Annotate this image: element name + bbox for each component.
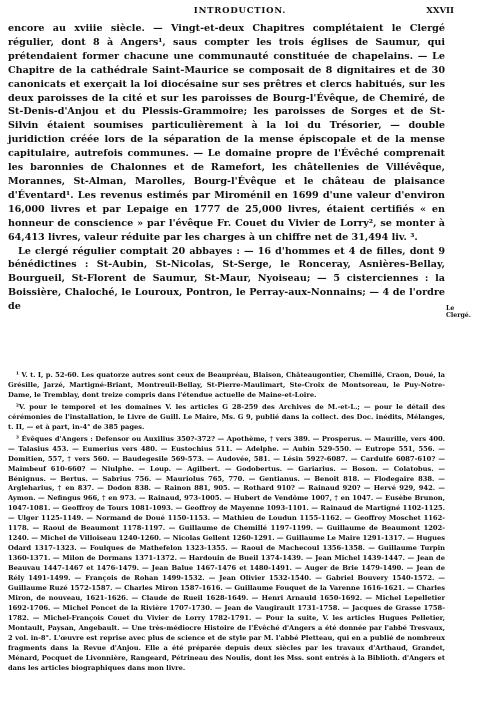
- footnote-1: ¹ V. t. I, p. 52-60. Les quatorze autres sont ceux de Beaupréau, Blaison, Châteaugontier, Chemillé, Craon, Doué, la Grésille, Jarzé, Martigné-Briant, Montreuil-Bellay, St-Pierre-Maulimart, Ste-Croix de Montsoreau, le Puy-Notre-Dame, le Tremblay, dont treize compris dans l'étendue actuelle de Maine-et-Loire.: [8, 371, 445, 399]
- running-title: INTRODUCTION.: [193, 6, 287, 16]
- footnote-2: ²V. pour le temporel et les domaines V. les articles G 28-259 des Archives de M.-et-L.; — pour le détail des cérémonies de l'installation, le Livre de Guill. Le Maire, Ms. G 9, publié dans la collect. des Doc. inédits, Mélanges, t. II, — et à part, in-4° de 385 pages.: [8, 402, 445, 431]
- page-header: [0, 6, 480, 20]
- footnote-3: ³ Évêques d'Angers : Defensor ou Auxilius 350?-372? — Apothème, † vers 389. — Prosperus. — Maurille, vers 400. — Talasius 453. — Eumerius vers 480. — Eustochius 511. — Adelphe. — Aubin 529-550. — Eutrope 551, 556. — Domitien, 557, † vers 560. — Baudegesile 569-573. — Audovée, 581. — Lésin 592?-6087. — Cardulfe 6087-610? — Maimbeuf 610-660? — Niulphe. — Loup. — Agilbert. — Godobertus. — Gariarius. — Boson. — Colatobus. — Bénignus. — Bertus. — Sabrius 756. — Mauriolus 765, 770. — Gentianus. — Benoit 818. — Flodegaire 838. — Argleharius, † en 837. — Dodon 838. — Rainon 881, 905. — Rothard 910? — Rainaud 920? — Hervé 929, 942. — Aymon. — Nefingus 966, † en 973. — Rainaud, 973-1005. — Hubert de Vendôme 1007, † en 1047. — Eusèbe Brunon, 1047-1081. — Geoffroy de Tours 1081-1093. — Geoffroy de Mayenne 1093-1101. — Rainaud de Martigné 1102-1125. — Ulger 1125-1149. — Normand de Doué 1150-1153. — Mathieu de Loudun 1155-1162. — Geoffroy Moschet 1162-1178. — Raoul de Beaumont 1178-1197. — Guillaume de Chemillé 1197-1199. — Guillaume de Beaumont 1202-1240. — Michel de Villoiseau 1240-1260. — Nicolas Gellent 1260-1291. — Guillaume Le Maire 1291-1317. — Hugues Odard 1317-1323. — Foulques de Mathefelon 1323-1355. — Raoul de Machecoul 1356-1358. — Guillaume Turpin 1360-1371. — Milon de Dormans 1371-1372. — Hardouin de Bueil 1374-1439. — Jean Michel 1439-1447. — Jean de Beauvau 1447-1467 et 1476-1479. — Jean Balue 1467-1476 et 1480-1491. — Auger de Brie 1479-1490. — Jean de Rély 1491-1499. — François de Rohan 1499-1532. — Jean Olivier 1532-1540. — Gabriel Bouvery 1540-1572. — Guillaume Ruzé 1572-1587. — Charles Miron 1587-1616. — Guillaume Fouquet de la Varenne 1616-1621. — Charles Miron, de nouveau, 1621-1626. — Claude de Rueil 1628-1649. — Henri Arnauld 1650-1692. — Michel Lepelletier 1692-1706. — Michel Poncet de la Rivière 1707-1730. — Jean de Vaugirault 1731-1758. — Jacques de Grasse 1758-1782. — Michel-François Couet du Vivier de Lorry 1782-1791. — Pour la suite, V. les articles Hugues Pelletier, Montault, Paysan, Angebault. — Une très-médiocre Histoire de l'Évêché d'Angers a été donnée par l'abbé Tresvaux, 2 vol. in-8°. L'œuvre est reprise avec plus de science et de style par M. l'abbé Pletteau, qui en a publié de nombreux fragments dans la Revue d'Anjou. Elle a été préparée depuis deux siècles par les travaux d'Arthaud, Grandet, Ménard, Pocquet de Livonnière, Rangeard, Pétrineau des Noulis, dont les Mss. sont entrés à la Biblioth. d'Angers et dans les articles biographiques dans mon livre.: [8, 434, 445, 672]
- page-number: XXVII: [426, 6, 454, 16]
- paragraph-1: encore au xviiie siècle. — Vingt-et-deux Chapitres complétaient le Clergé régulier, dont 8 à Angers¹, saus compter les trois églises de Saumur, qui prétendaient former chacune une communauté constituée de chapelains. — Le Chapitre de la cathédrale Saint-Maurice se composait de 8 dignitaires et de 30 canonicats et exerçait la loi diocésaine sur ses prêtres et clercs habitués, sur les deux paroisses de la cité et sur les paroisses de Bourg-l'Évêque, de Chemiré, de St-Denis-d'Anjou et du Plessis-Grammoire; les paroisses de Sorges et de St-Silvin étaient soumises particulièrement à la loi du Trésorier, — double juridiction créée lors de la séparation de la mense épiscopale et de la mense capitulaire, autrefois communes. — Le domaine propre de l'Évêché comprenait les baronnies de Chalonnes et de Ramefort, les châtellenies de Villévêque, Morannes, St-Alman, Marolles, Bourg-l'Évêque et le château de plaisance d'Éventard¹. Les revenus estimés par Miroménil en 1699 d'une valeur d'environ 16,000 livres et par Lepaige en 1777 de 25,000 livres, étaient certifiés « en honneur de conscience » par l'évêque Fr. Couet du Vivier de Lorry², se monter à 64,413 livres, valeur réduite par les charges à un chiffre net de 31,494 liv. ³.: [8, 23, 445, 243]
- footnotes: [8, 371, 445, 676]
- margin-note: Le Clergé.: [446, 305, 471, 319]
- paragraph-2: Le clergé régulier comptait 20 abbayes : — 16 d'hommes et 4 de filles, dont 9 bénédictines : St-Aubin, St-Nicolas, St-Serge, le Ronceray, Asnières-Bellay, Bourgueil, St-Florent de Saumur, St-Maur, Nyoiseau; — 5 cisterciennes : la Boissière, Chaloché, le Louroux, Pontron, le Perray-aux-Nonnains; — 4 de l'ordre de: [8, 245, 445, 313]
- main-text: [8, 22, 445, 314]
